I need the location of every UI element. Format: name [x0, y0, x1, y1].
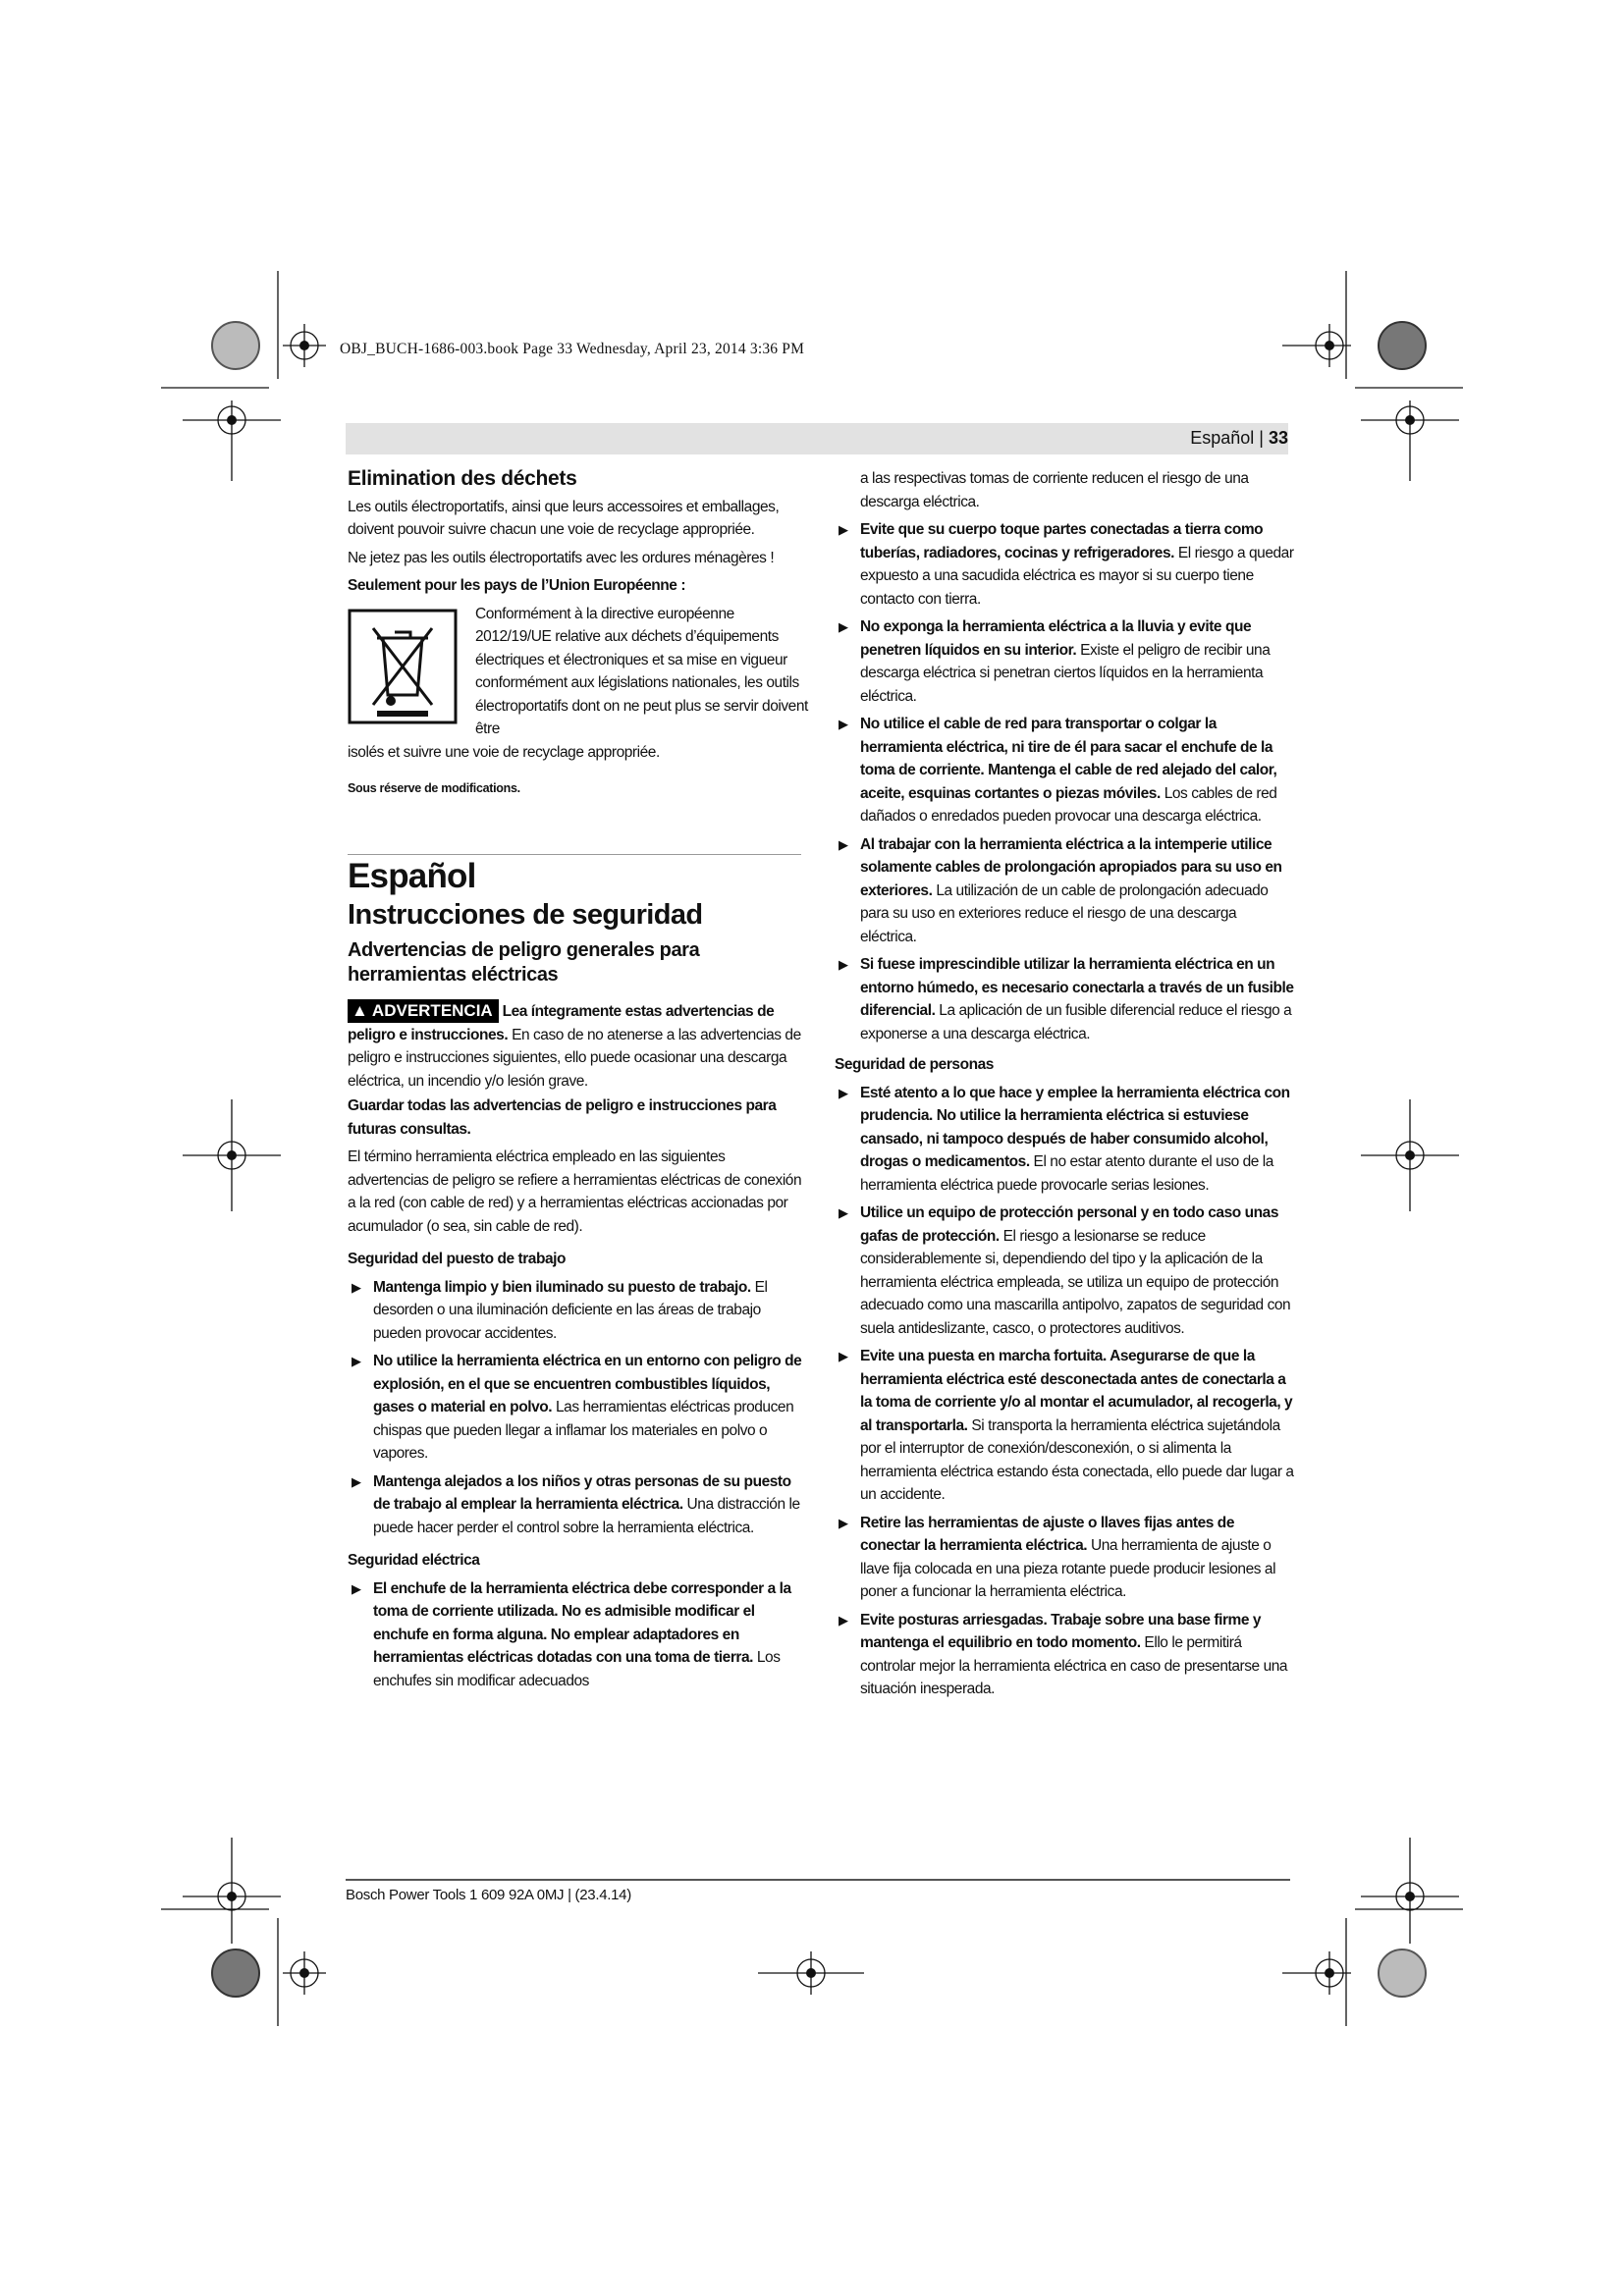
item-bold: Evite que su cuerpo toque partes conectadas a tierra como tuberías, radiadores, cocinas y refrigeradores.	[860, 521, 1264, 561]
item-text: Si transporta la herramienta eléctrica sujetándola por el interruptor de conexión/desconexión, o si alimenta la herramienta eléctrica estando ésta conectada, ello puede dar lugar a un accidente.	[860, 1416, 1294, 1503]
left-column	[348, 467, 809, 1697]
item-bold: Evite posturas arriesgadas. Trabaje sobre una base firme y mantenga el equilibrio en todo momento.	[860, 1611, 1262, 1651]
footer-rule	[346, 1879, 1290, 1881]
triangle-bullet-icon: ▶	[839, 1612, 848, 1628]
list-item	[835, 1201, 1296, 1340]
work-title: Seguridad del puesto de trabajo	[348, 1251, 567, 1267]
triangle-bullet-icon: ▶	[839, 957, 848, 972]
elim-p2: Ne jetez pas les outils électroportatifs avec les ordures ménagères !	[348, 549, 775, 566]
header-bar	[346, 423, 1288, 454]
warning-text: En caso de no atenerse a las advertencias de peligro e instrucciones siguientes, ello puede ocasionar una descarga eléctrica, un incendio y/o lesión grave.	[348, 1026, 801, 1090]
elim-eu: Seulement pour les pays de l’Union Européenne :	[348, 577, 686, 594]
header-language: Español	[1190, 428, 1255, 448]
book-slug: OBJ_BUCH-1686-003.book Page 33 Wednesday, April 23, 2014 3:36 PM	[340, 341, 805, 357]
work-list	[348, 1276, 809, 1540]
triangle-bullet-icon: ▶	[839, 717, 848, 731]
item-text: Existe el peligro de recibir una descarga eléctrica si penetran ciertos líquidos en la herramienta eléctrica.	[860, 641, 1271, 705]
item-bold: Esté atento a lo que hace y emplee la herramienta eléctrica con prudencia. No utilice la herramienta eléctrica si estuviese cansado, ni tampoco después de haber consumido alcohol, drogas o medicamentos.	[860, 1084, 1290, 1170]
item-bold: Utilice un equipo de protección personal y en todo caso unas gafas de protección.	[860, 1204, 1279, 1245]
list-item	[835, 953, 1296, 1045]
triangle-bullet-icon: ▶	[352, 1580, 361, 1596]
list-item	[835, 713, 1296, 828]
item-text: Las herramientas eléctricas producen chispas que pueden llegar a inflamar los materiales en polvo o vapores.	[373, 1399, 794, 1462]
list-item	[348, 1276, 809, 1346]
item-bold: Evite una puesta en marcha fortuita. Asegurarse de que la herramienta eléctrica esté desconectada antes de conectarla a la toma de corriente y/o al montar el acumulador, al recogerla, y al transportarla.	[860, 1348, 1293, 1434]
warning-bold: Lea íntegramente estas advertencias de peligro e instrucciones.	[348, 1003, 775, 1043]
list-item	[835, 1512, 1296, 1604]
item-bold: Mantenga limpio y bien iluminado su puesto de trabajo.	[373, 1278, 751, 1296]
warning-badge	[348, 999, 499, 1023]
item-text: Ello le permitirá controlar mejor la herramienta eléctrica en caso de presentarse una situación inesperada.	[860, 1634, 1288, 1697]
warning-label: ADVERTENCIA	[371, 1001, 493, 1020]
keep-instructions: Guardar todas las advertencias de peligro e instrucciones para futuras consultas.	[348, 1097, 777, 1138]
triangle-bullet-icon: ▶	[839, 1349, 848, 1363]
reserve-note: Sous réserve de modifications.	[348, 781, 520, 795]
item-text: La utilización de un cable de prolongación adecuado para su uso en exteriores reduce el riesgo de una descarga eléctrica.	[860, 881, 1269, 945]
person-title: Seguridad de personas	[835, 1056, 994, 1073]
item-text: El riesgo a quedar expuesto a una sacudida eléctrica es mayor si su cuerpo tiene contacto con tierra.	[860, 544, 1294, 608]
list-item	[348, 1470, 809, 1540]
item-bold: No utilice el cable de red para transportar o colgar la herramienta eléctrica, ni tire de él para sacar el enchufe de la toma de corriente. Mantenga el cable de red alejado del calor, aceite, esquinas cortantes o piezas móviles.	[860, 716, 1277, 802]
list-item	[348, 1350, 809, 1466]
triangle-bullet-icon: ▶	[352, 1354, 361, 1368]
triangle-bullet-icon: ▶	[839, 619, 848, 634]
item-bold: No utilice la herramienta eléctrica en un entorno con peligro de explosión, en el que se encuentren combustibles líquidos, gases o material en polvo.	[373, 1353, 802, 1415]
list-item	[835, 1609, 1296, 1701]
general-title: Advertencias de peligro generales para herramientas eléctricas	[348, 939, 700, 986]
list-item	[835, 833, 1296, 949]
list-item	[835, 615, 1296, 708]
item-bold: Si fuese imprescindible utilizar la herramienta eléctrica en un entorno húmedo, es necesario conectarla a través de un fusible diferencial.	[860, 956, 1294, 1019]
item-text: Los cables de red dañados o enredados pueden provocar una descarga eléctrica.	[860, 784, 1277, 825]
triangle-bullet-icon: ▶	[352, 1473, 361, 1489]
lang-title: Español	[348, 857, 476, 895]
item-text: Una herramienta de ajuste o llave fija colocada en una pieza rotante puede producir lesiones al poner a funcionar la herramienta eléctrica.	[860, 1537, 1276, 1600]
term-text: El término herramienta eléctrica empleado en las siguientes advertencias de peligro se refiere a herramientas eléctricas de conexión a la red (con cable de red) y a herramientas eléctricas accionadas por acumulador (o sea, sin cable de red).	[348, 1148, 802, 1235]
crossed-bin-icon	[348, 609, 458, 724]
elim-eu-tail: isolés et suivre une voie de recyclage appropriée.	[348, 743, 660, 761]
footer-text: Bosch Power Tools 1 609 92A 0MJ | (23.4.14)	[346, 1887, 631, 1903]
list-item	[348, 1577, 809, 1693]
triangle-bullet-icon: ▶	[839, 1205, 848, 1220]
item-text: El riesgo a lesionarse se reduce considerablemente si, dependiendo del tipo y la aplicación de la herramienta eléctrica empleada, se utiliza un equipo de protección adecuado como una mascarilla antipolvo, zapatos de seguridad con suela antideslizante, casco, o protectores auditivos.	[860, 1227, 1291, 1337]
item-text: El no estar atento durante el uso de la herramienta eléctrica puede provocarle serias lesiones.	[860, 1153, 1273, 1194]
warning-paragraph	[348, 999, 809, 1093]
triangle-bullet-icon: ▶	[839, 836, 848, 852]
triangle-bullet-icon: ▶	[839, 1085, 848, 1100]
item-text: El desorden o una iluminación deficiente en las áreas de trabajo pueden provocar accidentes.	[373, 1278, 768, 1342]
cont-text: a las respectivas tomas de corriente reducen el riesgo de una descarga eléctrica.	[860, 470, 1249, 510]
item-text: Los enchufes sin modificar adecuados	[373, 1649, 781, 1689]
item-bold: El enchufe de la herramienta eléctrica debe corresponder a la toma de corriente utilizada. No es admisible modificar el enchufe en forma alguna. No emplear adaptadores en herramientas eléctricas dotadas con una toma de tierra.	[373, 1579, 791, 1666]
person-list	[835, 1082, 1296, 1701]
page-number: 33	[1268, 428, 1288, 448]
warning-triangle-icon: ▲	[352, 1001, 368, 1020]
safety-title: Instrucciones de seguridad	[348, 898, 703, 931]
list-item	[835, 1082, 1296, 1198]
elec-list	[835, 518, 1296, 1045]
elim-eu-text: Conformément à la directive européenne 2012/19/UE relative aux déchets d’équipements électriques et électroniques et sa mise en vigueur conformément aux législations nationales, les outils électroportatifs dont on ne peut plus se servir doivent être	[475, 605, 808, 737]
item-bold: Al trabajar con la herramienta eléctrica a la intemperie utilice solamente cables de prolongación apropiados para su uso en exteriores.	[860, 835, 1282, 899]
list-item	[835, 1345, 1296, 1507]
elec-title: Seguridad eléctrica	[348, 1552, 480, 1569]
elim-title: Elimination des déchets	[348, 467, 577, 490]
list-item	[835, 518, 1296, 611]
section-rule	[348, 854, 801, 856]
item-text: Una distracción le puede hacer perder el control sobre la herramienta eléctrica.	[373, 1496, 800, 1536]
elim-p1: Les outils électroportatifs, ainsi que leurs accessoires et emballages, doivent pouvoir suivre chacun une voie de recyclage appropriée.	[348, 498, 780, 538]
triangle-bullet-icon: ▶	[839, 1515, 848, 1530]
page-header: Español | 33	[1190, 428, 1288, 448]
item-bold: Mantenga alejados a los niños y otras personas de su puesto de trabajo al emplear la herramienta eléctrica.	[373, 1472, 791, 1513]
right-column	[835, 467, 1296, 1706]
triangle-bullet-icon: ▶	[839, 522, 848, 537]
triangle-bullet-icon: ▶	[352, 1279, 361, 1295]
item-bold: Retire las herramientas de ajuste o llaves fijas antes de conectar la herramienta eléctrica.	[860, 1514, 1234, 1554]
item-text: La aplicación de un fusible diferencial reduce el riesgo a exponerse a una descarga eléctrica.	[860, 1002, 1292, 1042]
item-bold: No exponga la herramienta eléctrica a la lluvia y evite que penetren líquidos en su interior.	[860, 618, 1252, 659]
